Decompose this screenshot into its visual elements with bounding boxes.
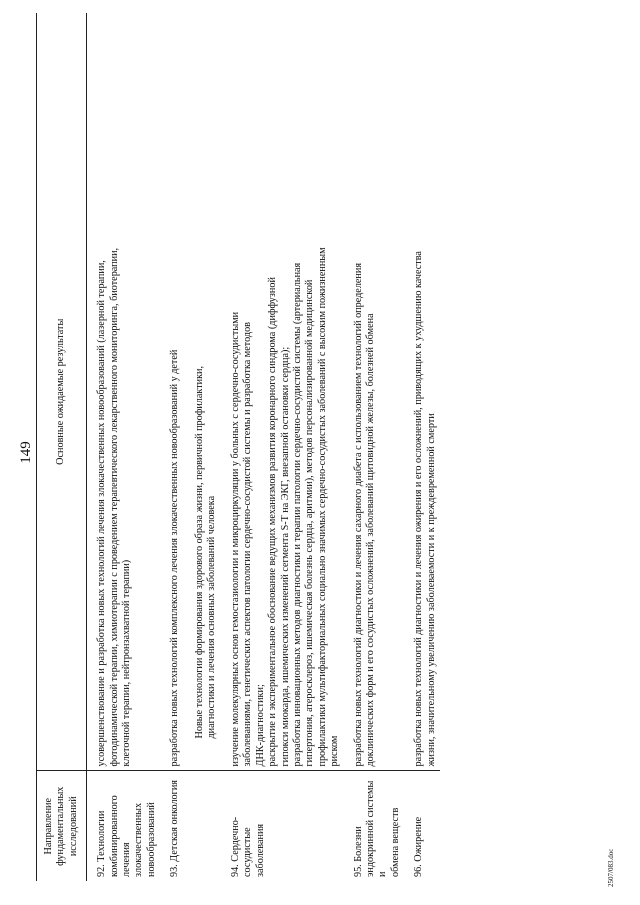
header-line: исследований	[67, 796, 79, 857]
result-line: профилактики мультифакториальных социально значимых сердечно-сосудистых заболеваний с высоким пожизненным	[316, 247, 328, 767]
table-header-row	[37, 13, 87, 881]
research-direction-cell	[404, 771, 440, 881]
header-line: фундаментальных	[55, 786, 67, 866]
result-line: фотодинамической терапии, химиотерапии с проведением терапевтического лекарственного мониторинга, биотерапии,	[108, 247, 120, 767]
result-line: разработка новых технологий диагностики и лечения ожирения и его осложнений, приводящих к ухудшению качества	[413, 251, 425, 767]
header-line: Направление	[43, 797, 54, 855]
result-line: усовершенствование и разработка новых технологий лечения злокачественных новообразований (лазерной терапии,	[96, 260, 108, 767]
direction-line: 95. Болезни	[352, 826, 364, 877]
result-line: ДНК-диагностики;	[254, 684, 266, 767]
table-row	[160, 13, 221, 881]
results-column-header: Основные ожидаемые результаты	[37, 13, 87, 771]
research-direction-cell	[87, 771, 161, 881]
result-line	[182, 17, 194, 767]
page-number: 149	[18, 441, 34, 464]
table-row	[87, 13, 161, 881]
expected-results-cell	[87, 13, 161, 771]
direction-line: сосудистые	[242, 827, 254, 877]
result-line: разработка новых технологий диагностики и лечения сахарного диабета с использованием технологий определения	[352, 262, 364, 767]
document-code: 2507/083.doc	[607, 848, 615, 887]
result-line: разработка инновационных методов диагностики и терапии патологии сердечно-сосудистой системы (артериальная	[291, 262, 303, 767]
direction-line: злокачественных	[133, 802, 145, 877]
direction-line: 92. Технологии	[96, 810, 108, 877]
result-line: клеточной терапии, нейтронзахватной терапии)	[121, 559, 133, 767]
table-body	[87, 13, 440, 881]
direction-line: эндокринной системы и	[364, 780, 389, 877]
result-line: раскрытие и экспериментальное обоснование ведущих механизмов развития коронарного синдрома (диффузной	[267, 277, 279, 767]
table-row	[404, 13, 440, 881]
expected-results-cell	[404, 13, 440, 771]
result-line: заболеваниями, генетических аспектов патологии сердечно-сосудистой системы и разработка методов	[242, 322, 254, 767]
result-line: жизни, значительному увеличению заболеваемости и к преждевременной смерти	[425, 413, 437, 767]
direction-column-header	[37, 771, 87, 881]
expected-results-cell	[221, 13, 344, 771]
direction-line: заболевания	[254, 823, 266, 877]
direction-line: 94. Сердечно-	[229, 816, 241, 877]
results-table	[36, 13, 440, 881]
direction-line: новообразований	[145, 802, 157, 877]
result-line: доклинических форм и его сосудистых осложнений, заболеваний щитовидной железы, болезней обмена	[364, 313, 376, 767]
result-line: гипертония, атеросклероз, ишемическая болезнь сердца, аритмии), методов персонализированной медицинской	[304, 279, 316, 767]
research-direction-cell	[344, 771, 405, 881]
result-line: риском	[329, 735, 341, 767]
result-line: диагностики и лечения основных заболеваний человека	[206, 495, 218, 739]
research-direction-cell	[221, 771, 344, 881]
direction-line: обмена веществ	[389, 807, 401, 877]
result-line: гипокси миокарда, ишемических изменений сегмента S-T на ЭКГ, внезапной остановки сердца);	[279, 346, 291, 767]
table-row	[344, 13, 405, 881]
expected-results-cell	[160, 13, 221, 771]
direction-line: лечения	[121, 842, 133, 877]
result-line: изучение молекулярных основ гемостазиологии и микроциркуляции у больных с сердечно-сосудистыми	[229, 311, 241, 767]
direction-line: комбинированного	[108, 795, 120, 877]
research-direction-cell	[160, 771, 221, 881]
result-line: разработка новых технологий комплексного лечения злокачественных новообразований у детей	[169, 349, 181, 767]
result-line: Новые технологии формирования здорового образа жизни, первичной профилактики,	[194, 365, 206, 739]
direction-line: 96. Ожирение	[413, 816, 425, 877]
expected-results-cell	[344, 13, 405, 771]
table-row	[221, 13, 344, 881]
direction-line: 93. Детская онкология	[169, 780, 181, 877]
